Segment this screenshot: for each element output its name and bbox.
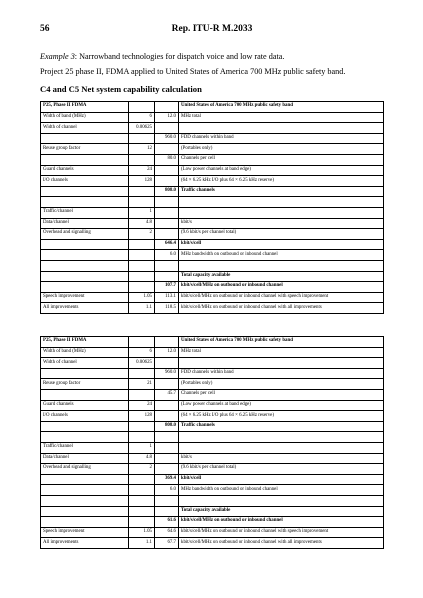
table-row	[41, 495, 384, 506]
row-description: Traffic channels	[179, 421, 384, 432]
row-value	[155, 207, 179, 218]
table-row	[41, 176, 384, 187]
table-row	[41, 229, 384, 240]
table-row	[41, 411, 384, 422]
table-row	[41, 112, 384, 123]
row-description: (Low power channels at band edge)	[179, 165, 384, 176]
row-value	[155, 271, 179, 282]
row-label: Width of band (MHz)	[41, 112, 129, 123]
row-value	[155, 218, 179, 229]
row-value	[155, 464, 179, 475]
row-factor	[129, 368, 155, 379]
row-description: kbit/s	[179, 453, 384, 464]
page-number: 56	[40, 24, 50, 34]
table-row	[41, 271, 384, 282]
row-label	[41, 154, 129, 165]
row-label: Overhead and signalling	[41, 229, 129, 240]
row-factor	[129, 154, 155, 165]
row-factor: 2	[129, 229, 155, 240]
row-value: 67.7	[155, 538, 179, 549]
table-row	[41, 453, 384, 464]
row-value	[155, 506, 179, 517]
row-description: FDD channels within band	[179, 133, 384, 144]
row-label	[41, 432, 129, 443]
table-row	[41, 218, 384, 229]
row-label	[41, 186, 129, 197]
capacity-table-2	[40, 336, 384, 549]
row-factor: 12	[129, 144, 155, 155]
row-description	[179, 123, 384, 134]
table-row	[41, 389, 384, 400]
row-description: kbit/s/cell/MHz on outbound or inbound channel with all improvements	[179, 303, 384, 314]
row-label: I/O channels	[41, 411, 129, 422]
row-label: All improvements	[41, 538, 129, 549]
row-factor: 128	[129, 411, 155, 422]
row-label	[41, 133, 129, 144]
row-factor: 1.05	[129, 292, 155, 303]
row-label	[41, 474, 129, 485]
row-factor	[129, 485, 155, 496]
row-factor: 24	[129, 165, 155, 176]
table-row	[41, 197, 384, 208]
row-description: Channels per cell	[179, 389, 384, 400]
row-value	[155, 123, 179, 134]
row-value: 80.0	[155, 154, 179, 165]
row-label	[41, 197, 129, 208]
row-factor: 4.8	[129, 218, 155, 229]
row-description	[179, 260, 384, 271]
row-value	[155, 358, 179, 369]
row-value: 113.1	[155, 292, 179, 303]
row-description: MHz bandwidth on outbound or inbound channel	[179, 250, 384, 261]
table-row	[41, 432, 384, 443]
row-description: kbit/s/cell/MHz on outbound or inbound channel with all improvements	[179, 538, 384, 549]
row-label: P25, Phase II FDMA	[41, 337, 129, 348]
row-description: kbit/s/cell/MHz on outbound or inbound channel	[179, 517, 384, 528]
row-description: Channels per cell	[179, 154, 384, 165]
table-row	[41, 474, 384, 485]
table-row	[41, 207, 384, 218]
row-factor	[129, 260, 155, 271]
row-factor: 4.8	[129, 453, 155, 464]
row-label: P25, Phase II FDMA	[41, 102, 129, 113]
row-factor	[129, 186, 155, 197]
section-title: C4 and C5 Net system capability calculation	[40, 84, 202, 94]
row-description: United States of America 700 MHz public safety band	[179, 102, 384, 113]
row-value	[155, 432, 179, 443]
row-label: Speech improvement	[41, 292, 129, 303]
row-description: MHz total	[179, 347, 384, 358]
row-value: 64.6	[155, 527, 179, 538]
row-factor	[129, 102, 155, 113]
row-description: Traffic channels	[179, 186, 384, 197]
row-value: 960.0	[155, 368, 179, 379]
row-label	[41, 239, 129, 250]
row-value: 12.0	[155, 347, 179, 358]
table-row	[41, 400, 384, 411]
row-description: United States of America 700 MHz public safety band	[179, 337, 384, 348]
table-row	[41, 527, 384, 538]
row-value	[155, 144, 179, 155]
row-factor: 1	[129, 207, 155, 218]
row-description: kbit/s/cell/MHz on outbound or inbound channel with speech improvement	[179, 527, 384, 538]
row-value	[155, 260, 179, 271]
row-factor: 2	[129, 464, 155, 475]
table-row	[41, 421, 384, 432]
row-label: Overhead and signalling	[41, 464, 129, 475]
row-description: Total capacity available	[179, 271, 384, 282]
row-value: 960.0	[155, 133, 179, 144]
row-label	[41, 506, 129, 517]
row-factor	[129, 250, 155, 261]
row-value	[155, 495, 179, 506]
row-value	[155, 337, 179, 348]
row-factor	[129, 495, 155, 506]
row-factor	[129, 474, 155, 485]
row-description: (Portables only)	[179, 144, 384, 155]
capacity-table-1	[40, 101, 384, 314]
row-label	[41, 271, 129, 282]
row-value: 107.7	[155, 282, 179, 293]
row-description: (Portables only)	[179, 379, 384, 390]
row-factor: 21	[129, 379, 155, 390]
row-label	[41, 485, 129, 496]
table-row	[41, 368, 384, 379]
row-factor: 1.05	[129, 527, 155, 538]
row-label	[41, 260, 129, 271]
table-row	[41, 186, 384, 197]
row-label: Traffic/channel	[41, 207, 129, 218]
row-description: (9.6 kbit/s per channel total)	[179, 229, 384, 240]
row-description	[179, 495, 384, 506]
row-factor	[129, 517, 155, 528]
table-row	[41, 442, 384, 453]
row-label	[41, 517, 129, 528]
row-description: kbit/s/cell	[179, 239, 384, 250]
row-factor: 0.00625	[129, 123, 155, 134]
table-row	[41, 506, 384, 517]
row-label: Width of band (MHz)	[41, 347, 129, 358]
table-row	[41, 538, 384, 549]
row-description: MHz bandwidth on outbound or inbound channel	[179, 485, 384, 496]
row-label: Data/channel	[41, 218, 129, 229]
row-factor: 1	[129, 442, 155, 453]
row-factor	[129, 432, 155, 443]
row-label: Guard channels	[41, 400, 129, 411]
row-value	[155, 442, 179, 453]
row-value: 61.6	[155, 517, 179, 528]
row-description	[179, 207, 384, 218]
row-factor: 1.1	[129, 538, 155, 549]
row-label	[41, 421, 129, 432]
project-line: Project 25 phase II, FDMA applied to United States of America 700 MHz public safety band.	[40, 67, 346, 76]
row-description: (Low power channels at band edge)	[179, 400, 384, 411]
row-label: Traffic/channel	[41, 442, 129, 453]
table-row	[41, 102, 384, 113]
row-value	[155, 229, 179, 240]
row-label: Reuse group factor	[41, 379, 129, 390]
row-label	[41, 368, 129, 379]
row-value	[155, 165, 179, 176]
row-factor	[129, 239, 155, 250]
row-value: 369.4	[155, 474, 179, 485]
table-row	[41, 282, 384, 293]
row-description: (9.6 kbit/s per channel total)	[179, 464, 384, 475]
row-factor	[129, 271, 155, 282]
row-value: 45.7	[155, 389, 179, 400]
row-label	[41, 389, 129, 400]
example-label: Example 3	[40, 52, 75, 61]
row-value	[155, 411, 179, 422]
row-factor: 128	[129, 176, 155, 187]
row-value	[155, 176, 179, 187]
row-factor	[129, 337, 155, 348]
row-value	[155, 102, 179, 113]
table-row	[41, 154, 384, 165]
row-label: Width of channel	[41, 123, 129, 134]
table-row	[41, 165, 384, 176]
table-row	[41, 379, 384, 390]
row-description: kbit/s/cell/MHz on outbound or inbound channel with speech improvement	[179, 292, 384, 303]
row-description: FDD channels within band	[179, 368, 384, 379]
row-factor	[129, 197, 155, 208]
row-value: 118.5	[155, 303, 179, 314]
row-description: kbit/s	[179, 218, 384, 229]
table-row	[41, 292, 384, 303]
row-value: 12.0	[155, 112, 179, 123]
table-row	[41, 358, 384, 369]
row-factor: 6	[129, 347, 155, 358]
table-row	[41, 239, 384, 250]
row-label: I/O channels	[41, 176, 129, 187]
row-label: All improvements	[41, 303, 129, 314]
table-row	[41, 123, 384, 134]
row-description: kbit/s/cell	[179, 474, 384, 485]
row-value	[155, 197, 179, 208]
row-description	[179, 432, 384, 443]
report-reference: Rep. ITU-R M.2033	[171, 24, 253, 34]
row-description: kbit/s/cell/MHz on outbound or inbound channel	[179, 282, 384, 293]
table-row	[41, 303, 384, 314]
row-value: 808.0	[155, 421, 179, 432]
row-value	[155, 453, 179, 464]
table-row	[41, 347, 384, 358]
table-row	[41, 250, 384, 261]
row-factor	[129, 421, 155, 432]
row-label: Speech improvement	[41, 527, 129, 538]
row-description: (64 × 6.25 kHz I/O plus 64 × 6.25 kHz reserve)	[179, 411, 384, 422]
row-label: Width of channel	[41, 358, 129, 369]
row-description: Total capacity available	[179, 506, 384, 517]
row-value: 6.0	[155, 250, 179, 261]
row-description	[179, 442, 384, 453]
row-label: Data/channel	[41, 453, 129, 464]
row-label: Reuse group factor	[41, 144, 129, 155]
row-factor: 24	[129, 400, 155, 411]
row-factor: 1.1	[129, 303, 155, 314]
row-factor	[129, 506, 155, 517]
example-line	[40, 52, 284, 61]
row-factor	[129, 282, 155, 293]
row-factor: 0.00625	[129, 358, 155, 369]
table-row	[41, 485, 384, 496]
example-text: : Narrowband technologies for dispatch voice and low rate data.	[74, 52, 285, 61]
row-factor	[129, 389, 155, 400]
row-description: (64 × 6.25 kHz I/O plus 64 × 6.25 kHz reserve)	[179, 176, 384, 187]
row-value: 646.4	[155, 239, 179, 250]
row-value: 6.0	[155, 485, 179, 496]
row-value	[155, 400, 179, 411]
table-row	[41, 517, 384, 528]
row-factor: 6	[129, 112, 155, 123]
row-value	[155, 379, 179, 390]
row-label	[41, 495, 129, 506]
table-row	[41, 144, 384, 155]
row-description: MHz total	[179, 112, 384, 123]
row-factor	[129, 133, 155, 144]
table-row	[41, 337, 384, 348]
row-description	[179, 197, 384, 208]
row-label	[41, 250, 129, 261]
table-row	[41, 133, 384, 144]
table-row	[41, 260, 384, 271]
table-row	[41, 464, 384, 475]
row-label: Guard channels	[41, 165, 129, 176]
row-label	[41, 282, 129, 293]
row-description	[179, 358, 384, 369]
row-value: 808.0	[155, 186, 179, 197]
page-header	[40, 24, 384, 38]
